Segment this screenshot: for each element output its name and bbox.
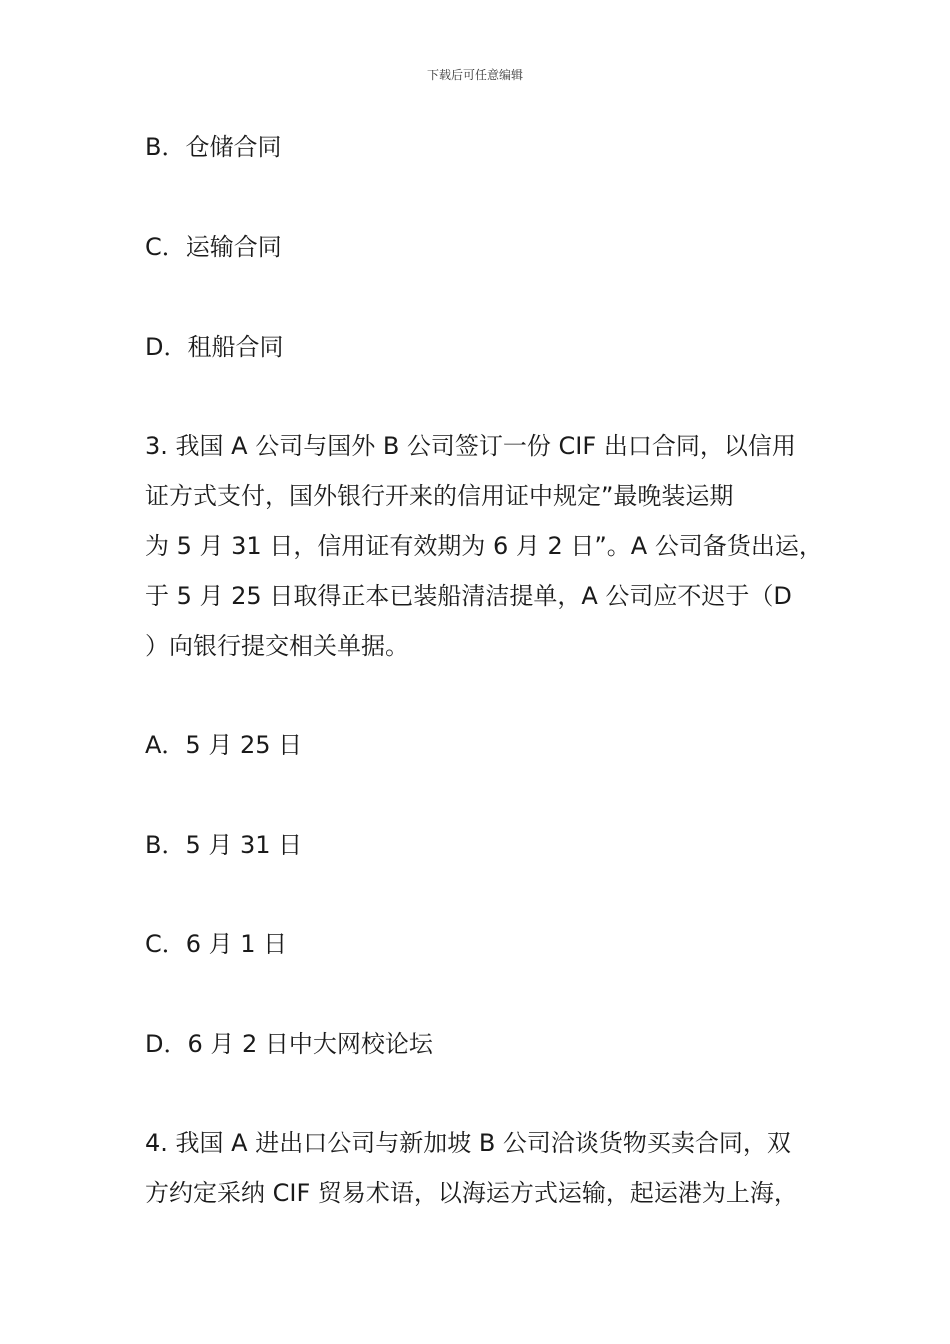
option-b-q2: B．仓储合同: [145, 133, 282, 161]
question-3-line-5: ）向银行提交相关单据。: [145, 632, 409, 660]
question-3-line-1: 3. 我国 A 公司与国外 B 公司签订一份 CIF 出口合同，以信用: [145, 432, 796, 460]
option-c-q2: C．运输合同: [145, 233, 282, 261]
option-a-q3: A．5 月 25 日: [145, 731, 303, 759]
option-b-q3: B．5 月 31 日: [145, 831, 303, 859]
question-3-line-4: 于 5 月 25 日取得正本已装船清洁提单，A 公司应不迟于（D: [145, 582, 792, 610]
question-4-line-1: 4. 我国 A 进出口公司与新加坡 B 公司洽谈货物买卖合同，双: [145, 1129, 791, 1157]
question-3-line-3: 为 5 月 31 日，信用证有效期为 6 月 2 日”。A 公司备货出运，: [145, 532, 823, 560]
option-d-q2: D．租船合同: [145, 333, 284, 361]
page-header: 下载后可任意编辑: [426, 68, 523, 82]
option-d-q3: D．6 月 2 日中大网校论坛: [145, 1030, 433, 1058]
option-c-q3: C．6 月 1 日: [145, 930, 288, 958]
question-4-line-2: 方约定采纳 CIF 贸易术语，以海运方式运输，起运港为上海，: [145, 1179, 798, 1207]
question-3-line-2: 证方式支付，国外银行开来的信用证中规定”最晚装运期: [145, 482, 734, 510]
